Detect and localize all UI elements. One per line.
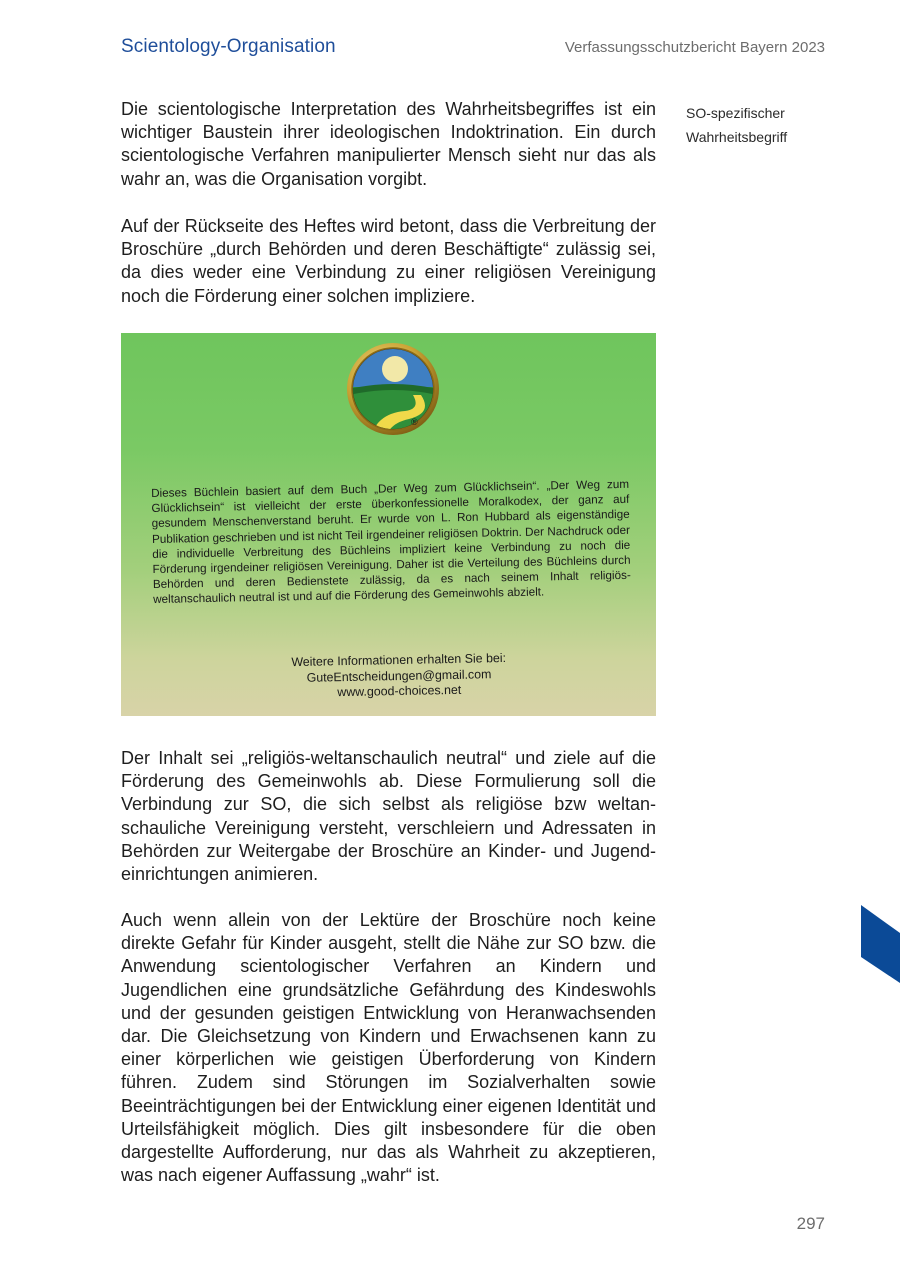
registered-trademark: ® <box>411 417 418 427</box>
brochure-body-text: Dieses Büchlein basiert auf dem Buch „Der Weg zum Glücklichsein“. „Der Weg zum Glücklichsein“ ist vielleicht der erste überkonfessionelle Moralkodex, der ganz auf gesundem Menschenverstand beruht. Er wurde von L. Ron Hubbard als eigenständige Publikation geschrieben und ist nicht Teil irgendeiner religiösen Doktrin. Der Nachdruck oder die individuelle Verbreitung des Büchleins impliziert keine Verbindung zu noch die Förderung irgendeiner religiösen Vereinigung. Daher ist die Verteilung des Büchleins durch Behörden und deren Bedienstete zulässig, da es nach seinem Inhalt religiös-weltanschaulich neutral ist und auf die Förderung des Gemeinwohls abzielt. <box>151 477 631 607</box>
page-number: 297 <box>796 1214 825 1233</box>
chapter-tab-marker-icon <box>861 905 900 983</box>
margin-note <box>686 101 836 149</box>
brochure-back-cover-image <box>121 333 656 716</box>
way-to-happiness-logo-icon <box>343 339 443 439</box>
page-header-section: Scientology-Organisation <box>121 36 336 57</box>
paragraph-4: Auch wenn allein von der Lektüre der Broschüre noch keine direkte Gefahr für Kinder ausgeht, stellt die Nähe zur SO bzw. die Anwendung scientologischer Verfahren an Kindern und Jugendlichen eine grundsätzliche Gefährdung des Kindeswohls und der gesunden geistigen Entwicklung von Heranwachsenden dar. Die Gleichsetzung von Kindern und Erwachsenen kann zu einer körperlichen wie geistigen Überforderung von Kindern führen. Zudem sind Störungen im Sozialverhalten sowie Beeinträchtigungen bei der Entwicklung einer eigenen Identität und Urteilsfähigkeit möglich. Dies gilt insbesondere für die oben dargestellte Aufforderung, nur das als Wahrheit zu akzeptieren, was nach eigener Auffassung „wahr“ ist. <box>121 910 656 1186</box>
margin-note-line-1: SO-spezifischer <box>686 105 785 121</box>
brochure-info-email: GuteEntscheidungen@gmail.com <box>306 666 492 685</box>
brochure-info-web: www.good-choices.net <box>337 682 462 700</box>
brochure-contact-info <box>269 651 530 702</box>
paragraph-3: Der Inhalt sei „religiös-weltanschaulich neutral“ und ziele auf die Förderung des Gemeinwohls ab. Diese Formulierung soll die Verbindung zur SO, die sich selbst als religiöse bzw weltanschauliche Vereinigung versteht, verschleiern und Adressaten in Behörden zur Weitergabe der Broschüre an Kinder- und Jugendeinrichtungen animieren. <box>121 748 656 885</box>
brochure-info-intro: Weitere Informationen erhalten Sie bei: <box>291 650 507 670</box>
page-header-report-title: Verfassungsschutzbericht Bayern 2023 <box>564 39 825 56</box>
paragraph-2: Auf der Rückseite des Heftes wird betont, dass die Verbreitung der Broschüre „durch Behörden und deren Beschäftigte“ zulässig sei, da dies weder eine Verbindung zu einer religiösen Vereinigung noch die Förderung einer solchen impliziere. <box>121 216 656 306</box>
paragraph-1: Die scientologische Interpretation des Wahrheitsbegriffes ist ein wichtiger Baustein ihrer ideologischen Indoktrination. Ein durch scientologische Verfahren manipulierter Mensch sieht nur das als wahr an, was die Organisation vorgibt. <box>121 99 656 189</box>
margin-note-line-2: Wahrheitsbegriff <box>686 129 788 145</box>
